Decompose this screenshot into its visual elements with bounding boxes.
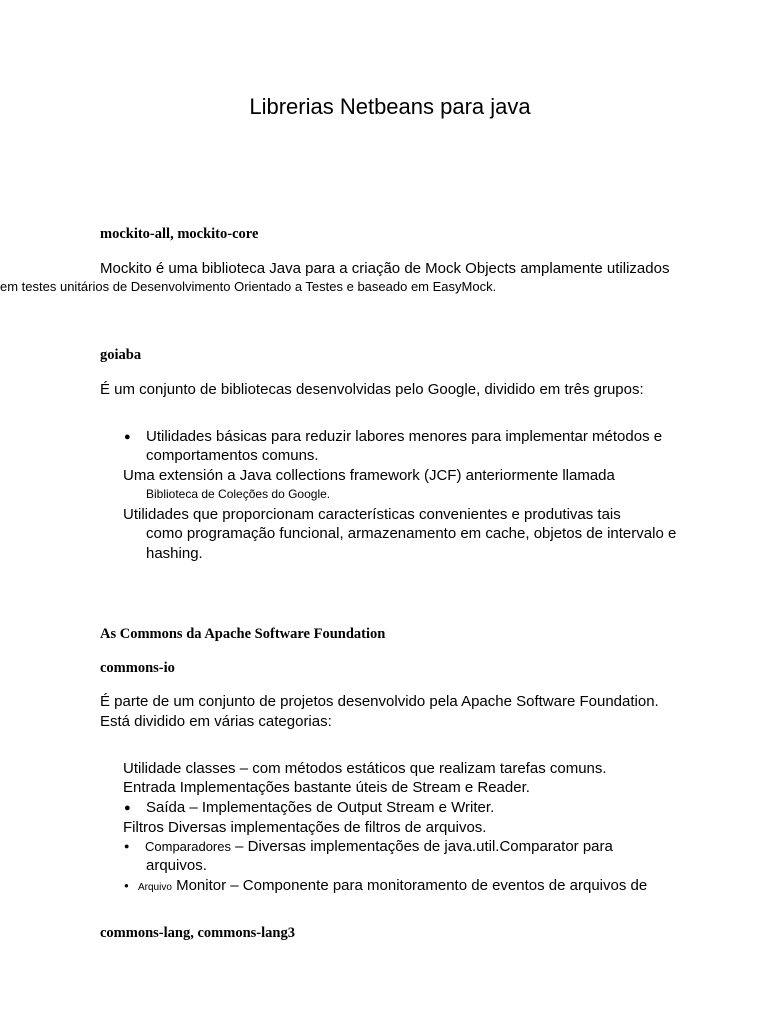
commons-io-intro-line2: Está dividido em várias categorias:: [100, 713, 332, 730]
heading-commons-lang: commons-lang, commons-lang3: [100, 925, 295, 941]
goiaba-intro: É um conjunto de bibliotecas desenvolvidas pelo Google, dividido em três grupos:: [100, 381, 644, 398]
commons-io-line6-small: Arquivo: [138, 882, 172, 893]
commons-io-line6: [138, 877, 647, 894]
commons-io-line5-rest: – Diversas implementações de java.util.Comparator para: [231, 838, 613, 855]
bullet-icon: ●: [124, 841, 130, 851]
bullet-icon: ●: [124, 881, 129, 890]
commons-io-line2: Entrada Implementações bastante úteis de Stream e Reader.: [123, 779, 530, 796]
goiaba-item3-line2: como programação funcional, armazenamento em cache, objetos de intervalo e: [146, 525, 677, 542]
goiaba-item1-line1: Utilidades básicas para reduzir labores menores para implementar métodos e: [146, 428, 663, 445]
bullet-icon: ●: [124, 431, 131, 443]
page-title: Librerias Netbeans para java: [249, 94, 531, 119]
goiaba-item2-line1: Uma extensión a Java collections framework (JCF) anteriormente llamada: [123, 467, 615, 484]
commons-io-line5b: arquivos.: [146, 857, 207, 874]
bullet-icon: ●: [124, 802, 131, 814]
heading-mockito: mockito-all, mockito-core: [100, 226, 259, 242]
heading-goiaba: goiaba: [100, 347, 142, 363]
mockito-text-line2: em testes unitários de Desenvolvimento Orientado a Testes e baseado em EasyMock.: [0, 279, 497, 294]
commons-io-line3: Saída – Implementações de Output Stream e Writer.: [146, 799, 495, 816]
heading-apache-commons: As Commons da Apache Software Foundation: [100, 626, 386, 642]
commons-io-intro-line1: É parte de um conjunto de projetos desenvolvido pela Apache Software Foundation.: [100, 693, 659, 710]
commons-io-line6-rest: Monitor – Componente para monitoramento de eventos de arquivos de: [171, 877, 648, 894]
commons-io-line5: [145, 838, 613, 855]
commons-io-line5-small: Comparadores: [145, 839, 231, 854]
goiaba-item1-line2: comportamentos comuns.: [146, 447, 319, 464]
goiaba-item3-line1: Utilidades que proporcionam características convenientes e produtivas tais: [123, 506, 621, 523]
heading-commons-io: commons-io: [100, 660, 175, 676]
goiaba-item3-line3: hashing.: [146, 545, 203, 562]
mockito-text-line1: Mockito é uma biblioteca Java para a criação de Mock Objects amplamente utilizados: [100, 260, 670, 277]
commons-io-line1: Utilidade classes – com métodos estáticos que realizam tarefas comuns.: [123, 760, 607, 777]
goiaba-item2-line2: Biblioteca de Coleções do Google.: [146, 487, 331, 501]
commons-io-line4: Filtros Diversas implementações de filtros de arquivos.: [123, 819, 487, 836]
